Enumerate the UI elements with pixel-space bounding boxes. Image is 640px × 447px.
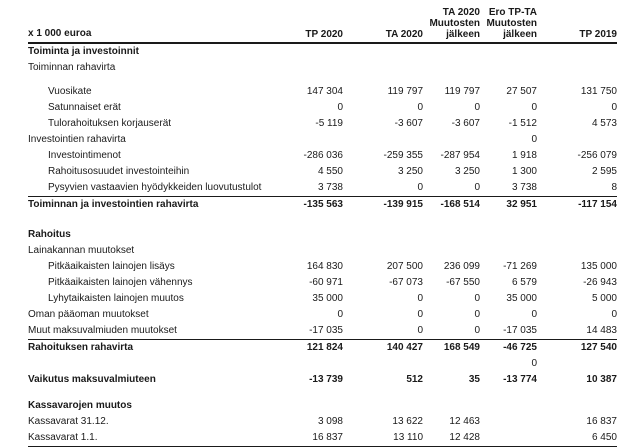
table-header bbox=[28, 6, 617, 44]
value-cell: 0 bbox=[531, 358, 537, 369]
value-cell: 35 bbox=[468, 374, 480, 385]
value-cell bbox=[343, 356, 423, 372]
value-cell: 27 507 bbox=[506, 86, 537, 97]
row-label: Vuosikate bbox=[48, 86, 92, 97]
value-cell: 12 428 bbox=[449, 432, 480, 443]
value-cell: 0 bbox=[611, 102, 617, 113]
row-label: Investointien rahavirta bbox=[28, 134, 126, 145]
column-header-line: Muutosten bbox=[429, 18, 480, 29]
row-label: Investointimenot bbox=[48, 150, 121, 161]
value-cell bbox=[423, 44, 480, 60]
value-cell: 10 387 bbox=[586, 374, 617, 385]
value-cell: 135 000 bbox=[580, 261, 617, 272]
value-cell: 16 837 bbox=[586, 416, 617, 427]
row-label: Toiminta ja investoinnit bbox=[28, 46, 139, 57]
value-cell bbox=[537, 356, 617, 372]
value-cell: 0 bbox=[474, 309, 480, 320]
value-cell: 3 738 bbox=[511, 182, 537, 193]
value-cell: 0 bbox=[337, 102, 343, 113]
value-cell: -287 954 bbox=[440, 150, 480, 161]
value-cell: 0 bbox=[337, 309, 343, 320]
row-label: Toiminnan rahavirta bbox=[28, 62, 116, 73]
value-cell: 0 bbox=[531, 102, 537, 113]
column-header-line: TA 2020 bbox=[442, 7, 480, 18]
value-cell bbox=[480, 414, 537, 430]
row-label: Muut maksuvalmiuden muutokset bbox=[28, 325, 177, 336]
column-header-line: TP 2019 bbox=[579, 29, 617, 40]
value-cell: 3 098 bbox=[317, 416, 343, 427]
table-row bbox=[28, 243, 617, 259]
value-cell: -46 725 bbox=[503, 342, 537, 353]
value-cell: 0 bbox=[531, 134, 537, 145]
value-cell: 35 000 bbox=[312, 293, 343, 304]
value-cell: 168 549 bbox=[443, 342, 480, 353]
spacer-row bbox=[28, 213, 617, 227]
value-cell: 119 797 bbox=[387, 86, 423, 97]
table-row bbox=[28, 148, 617, 164]
value-cell: 0 bbox=[417, 182, 423, 193]
value-cell bbox=[283, 60, 343, 76]
value-cell: 0 bbox=[417, 309, 423, 320]
value-cell bbox=[283, 243, 343, 259]
value-cell: 127 540 bbox=[580, 342, 617, 353]
value-cell: 0 bbox=[417, 325, 423, 336]
value-cell: 2 595 bbox=[591, 166, 617, 177]
row-label: Oman pääoman muutokset bbox=[28, 309, 149, 320]
table-row bbox=[28, 339, 617, 356]
table-row bbox=[28, 259, 617, 275]
value-cell bbox=[480, 227, 537, 243]
row-label: Vaikutus maksuvalmiuteen bbox=[28, 374, 156, 385]
value-cell: -1 512 bbox=[508, 118, 537, 129]
table-row bbox=[28, 275, 617, 291]
column-header-line: Ero TP-TA bbox=[488, 7, 537, 18]
table-row bbox=[28, 307, 617, 323]
value-cell bbox=[423, 398, 480, 414]
value-cell: -13 739 bbox=[309, 374, 343, 385]
value-cell bbox=[343, 398, 423, 414]
value-cell: -135 563 bbox=[303, 199, 343, 210]
value-cell: -3 607 bbox=[394, 118, 423, 129]
value-cell: 0 bbox=[531, 309, 537, 320]
value-cell bbox=[343, 243, 423, 259]
value-cell bbox=[343, 227, 423, 243]
value-cell: -3 607 bbox=[451, 118, 480, 129]
row-label bbox=[28, 356, 283, 372]
value-cell: -259 355 bbox=[383, 150, 423, 161]
column-header-5 bbox=[537, 6, 617, 40]
value-cell: 35 000 bbox=[506, 293, 537, 304]
column-header-line: Muutosten bbox=[486, 18, 537, 29]
cash-flow-statement-table bbox=[28, 6, 617, 447]
value-cell: -5 119 bbox=[315, 118, 343, 129]
spacer-row bbox=[28, 76, 617, 84]
value-cell: 12 463 bbox=[449, 416, 480, 427]
value-cell: 13 622 bbox=[392, 416, 423, 427]
value-cell bbox=[537, 60, 617, 76]
value-cell: 6 579 bbox=[511, 277, 537, 288]
value-cell bbox=[283, 356, 343, 372]
table-row bbox=[28, 372, 617, 388]
column-header-line: TP 2020 bbox=[305, 29, 343, 40]
row-label: Pitkäaikaisten lainojen vähennys bbox=[48, 277, 193, 288]
row-label: Pysyvien vastaavien hyödykkeiden luovutustulot bbox=[48, 182, 262, 193]
value-cell: 4 573 bbox=[591, 118, 617, 129]
row-label: Kassavarat 1.1. bbox=[28, 432, 98, 443]
value-cell: 4 550 bbox=[317, 166, 343, 177]
row-label: Kassavarat 31.12. bbox=[28, 416, 109, 427]
value-cell: -286 036 bbox=[303, 150, 343, 161]
row-label: Lyhytaikaisten lainojen muutos bbox=[48, 293, 184, 304]
value-cell bbox=[480, 44, 537, 60]
value-cell: 164 830 bbox=[306, 261, 343, 272]
value-cell bbox=[537, 44, 617, 60]
table-row bbox=[28, 398, 617, 414]
value-cell: 119 797 bbox=[444, 86, 480, 97]
value-cell bbox=[343, 60, 423, 76]
value-cell bbox=[480, 60, 537, 76]
table-row bbox=[28, 100, 617, 116]
value-cell: -117 154 bbox=[578, 199, 617, 210]
value-cell bbox=[343, 44, 423, 60]
table-row bbox=[28, 84, 617, 100]
row-label: Rahoituksen rahavirta bbox=[28, 342, 134, 353]
row-label: Rahoitusosuudet investointeihin bbox=[48, 166, 190, 177]
value-cell bbox=[283, 227, 343, 243]
value-cell: 147 304 bbox=[306, 86, 343, 97]
value-cell: -139 915 bbox=[383, 199, 423, 210]
value-cell: 1 918 bbox=[511, 150, 537, 161]
value-cell: 0 bbox=[611, 309, 617, 320]
value-cell: 0 bbox=[417, 102, 423, 113]
value-cell bbox=[537, 398, 617, 414]
table-row bbox=[28, 196, 617, 213]
value-cell: -168 514 bbox=[440, 199, 480, 210]
row-label: Kassavarojen muutos bbox=[28, 400, 132, 411]
value-cell bbox=[283, 398, 343, 414]
table-body bbox=[28, 44, 617, 446]
value-cell bbox=[283, 132, 343, 148]
value-cell bbox=[423, 60, 480, 76]
value-cell: -256 079 bbox=[577, 150, 617, 161]
column-header-line: jälkeen bbox=[446, 29, 480, 40]
table-row bbox=[28, 356, 617, 372]
value-cell: 512 bbox=[406, 374, 423, 385]
value-cell: 121 824 bbox=[306, 342, 343, 353]
column-header-2 bbox=[343, 6, 423, 40]
value-cell bbox=[423, 132, 480, 148]
value-cell: -71 269 bbox=[503, 261, 537, 272]
value-cell: 0 bbox=[474, 325, 480, 336]
value-cell bbox=[480, 430, 537, 446]
value-cell bbox=[283, 44, 343, 60]
column-header-line: TA 2020 bbox=[385, 29, 423, 40]
column-header-1 bbox=[283, 6, 343, 40]
value-cell bbox=[480, 398, 537, 414]
row-label: Satunnaiset erät bbox=[48, 102, 121, 113]
value-cell: 236 099 bbox=[443, 261, 480, 272]
value-cell: 8 bbox=[611, 182, 617, 193]
value-cell: 3 738 bbox=[317, 182, 343, 193]
value-cell: -60 971 bbox=[309, 277, 343, 288]
table-row bbox=[28, 414, 617, 430]
column-header-3 bbox=[423, 6, 480, 40]
table-row bbox=[28, 116, 617, 132]
spacer-row bbox=[28, 388, 617, 398]
value-cell: 0 bbox=[474, 293, 480, 304]
value-cell bbox=[537, 227, 617, 243]
table-row bbox=[28, 430, 617, 446]
value-cell: 1 300 bbox=[511, 166, 537, 177]
value-cell: 3 250 bbox=[454, 166, 480, 177]
value-cell: 131 750 bbox=[580, 86, 617, 97]
row-label: Toiminnan ja investointien rahavirta bbox=[28, 199, 199, 210]
row-label: Lainakannan muutokset bbox=[28, 245, 135, 256]
row-label: Pitkäaikaisten lainojen lisäys bbox=[48, 261, 175, 272]
value-cell bbox=[480, 243, 537, 259]
value-cell: 0 bbox=[474, 102, 480, 113]
value-cell: 32 951 bbox=[506, 199, 537, 210]
value-cell bbox=[423, 227, 480, 243]
value-cell: 3 250 bbox=[397, 166, 423, 177]
value-cell: 140 427 bbox=[386, 342, 423, 353]
value-cell: -26 943 bbox=[583, 277, 617, 288]
table-row bbox=[28, 44, 617, 60]
row-label: Tulorahoituksen korjauserät bbox=[48, 118, 172, 129]
table-row bbox=[28, 60, 617, 76]
value-cell bbox=[423, 356, 480, 372]
value-cell: 5 000 bbox=[591, 293, 617, 304]
value-cell: -17 035 bbox=[503, 325, 537, 336]
value-cell: 14 483 bbox=[586, 325, 617, 336]
value-cell: -17 035 bbox=[309, 325, 343, 336]
unit-label: x 1 000 euroa bbox=[28, 28, 92, 39]
value-cell: -13 774 bbox=[503, 374, 537, 385]
value-cell bbox=[537, 132, 617, 148]
value-cell bbox=[423, 243, 480, 259]
value-cell: 0 bbox=[474, 182, 480, 193]
value-cell bbox=[343, 132, 423, 148]
table-row bbox=[28, 132, 617, 148]
table-row bbox=[28, 227, 617, 243]
value-cell: 16 837 bbox=[312, 432, 343, 443]
table-row bbox=[28, 164, 617, 180]
table-row bbox=[28, 291, 617, 307]
value-cell: 207 500 bbox=[386, 261, 423, 272]
value-cell: -67 073 bbox=[389, 277, 423, 288]
row-label: Rahoitus bbox=[28, 229, 71, 240]
column-header-line: jälkeen bbox=[503, 29, 537, 40]
value-cell: 0 bbox=[417, 293, 423, 304]
value-cell: 6 450 bbox=[591, 432, 617, 443]
table-row bbox=[28, 180, 617, 196]
value-cell: 13 110 bbox=[393, 432, 423, 443]
column-header-4 bbox=[480, 6, 537, 40]
value-cell: -67 550 bbox=[446, 277, 480, 288]
value-cell bbox=[537, 243, 617, 259]
table-row bbox=[28, 323, 617, 339]
